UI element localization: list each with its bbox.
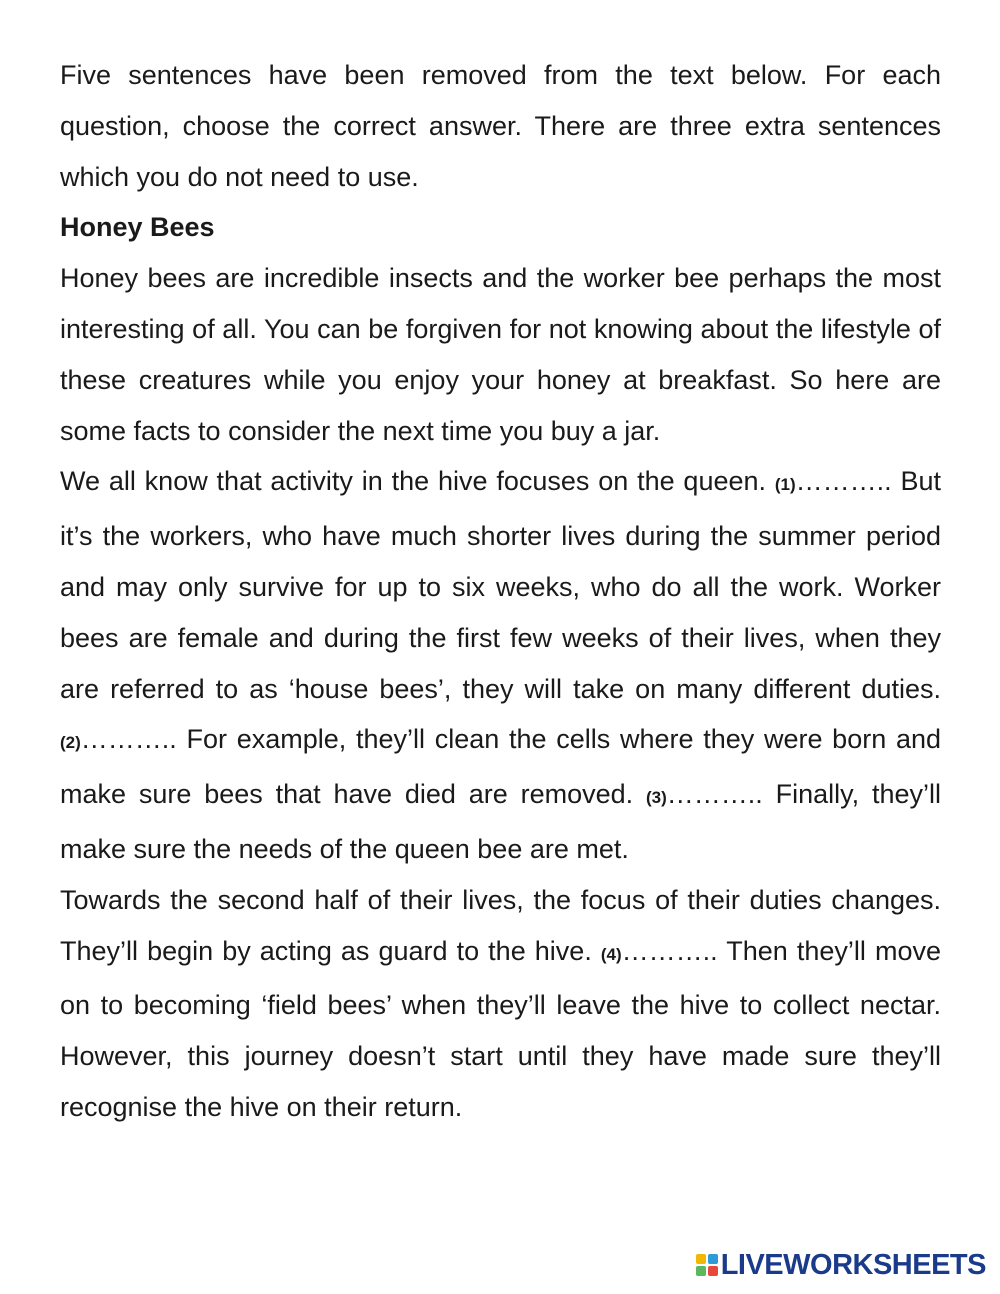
gap-label-3: (3): [645, 788, 667, 808]
logo-text: LIVEWORKSHEETS: [720, 1248, 986, 1281]
paragraph-text: But it’s the workers, who have much shorter lives during the summer period and may only survive for up to six weeks, who do all the work. Worker bees are female and during the first few weeks of their lives, when they are referred to as ‘house bees’, they will take on many different duties.: [60, 466, 941, 704]
logo-square: [708, 1254, 718, 1264]
liveworksheets-logo: [696, 1250, 986, 1280]
logo-square: [696, 1266, 706, 1276]
paragraph-text: Finally, they’ll make sure the needs of the queen bee are met.: [60, 779, 941, 864]
passage-title: Honey Bees: [60, 212, 215, 243]
paragraph-house-bees: [60, 456, 941, 874]
gap-label-1: (1): [774, 475, 796, 495]
paragraph-text: We all know that activity in the hive focuses on the queen.: [60, 466, 775, 497]
gap-4[interactable]: ………..: [621, 935, 718, 966]
logo-square: [708, 1266, 718, 1276]
paragraph-field-bees: [60, 875, 941, 1133]
worksheet-content: [60, 50, 941, 1133]
gap-label-2: (2): [60, 733, 81, 753]
logo-grid-icon: [696, 1254, 718, 1276]
gap-3[interactable]: ………..: [666, 779, 763, 810]
paragraph-intro: Honey bees are incredible insects and the worker bee perhaps the most interesting of all. You can be forgiven for not knowing about the lifestyle of these creatures while you enjoy your honey at breakfast. So here are some facts to consider the next time you buy a jar.: [60, 263, 941, 446]
gap-1[interactable]: ………..: [795, 466, 892, 497]
gap-2[interactable]: ………..: [80, 724, 177, 755]
instructions-text: Five sentences have been removed from the text below. For each question, choose the correct answer. There are three extra sentences which you do not need to use.: [60, 60, 941, 192]
gap-label-4: (4): [600, 944, 622, 964]
paragraph-text: Towards the second half of their lives, the focus of their duties changes. They’ll begin by acting as guard to the hive.: [60, 884, 941, 966]
paragraph-text: Then they’ll move on to becoming ‘field bees’ when they’ll leave the hive to collect nectar. However, this journey doesn’t start until they have made sure they’ll recognise the hive on their return.: [60, 935, 941, 1122]
paragraph-text: For example, they’ll clean the cells where they were born and make sure bees that have died are removed.: [60, 724, 941, 810]
logo-square: [696, 1254, 706, 1264]
